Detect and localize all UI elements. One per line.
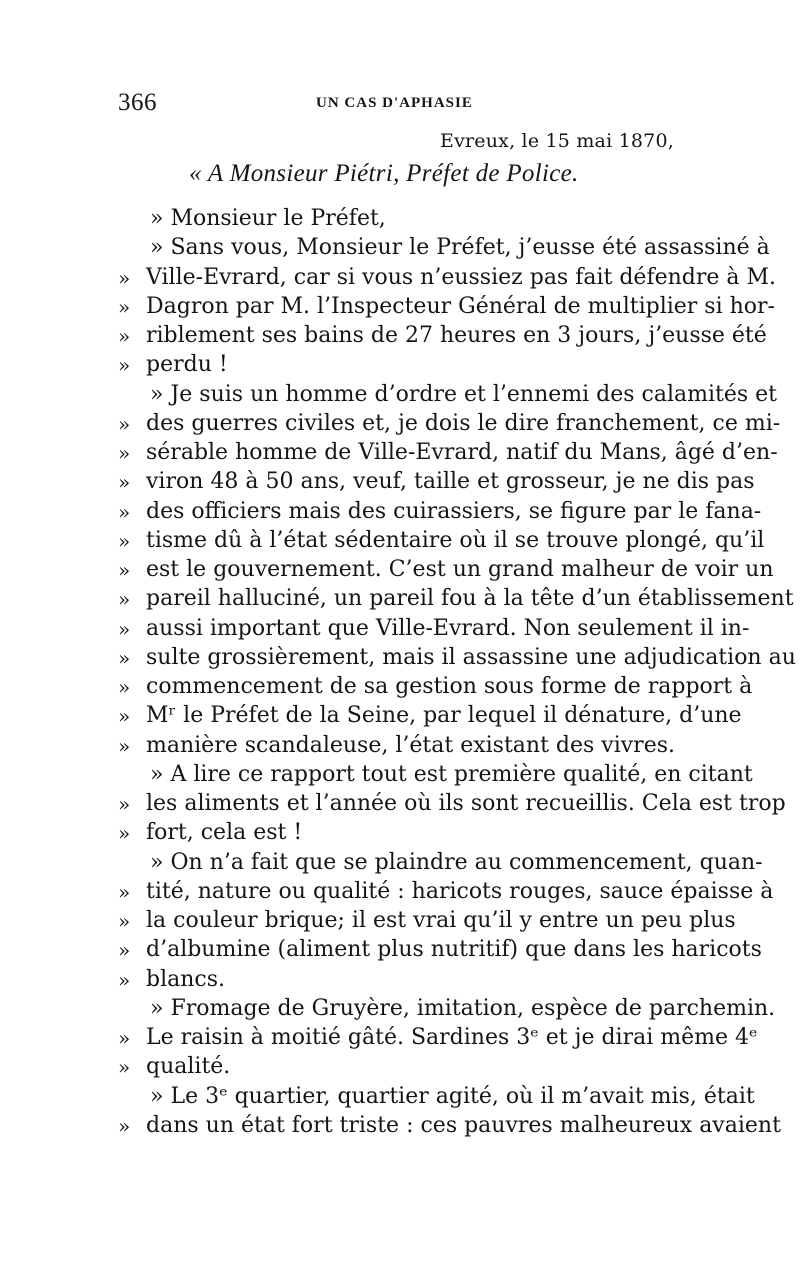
- text-line: qualité.: [146, 1054, 231, 1079]
- page-header: [118, 89, 678, 119]
- text-line: tisme dû à l’état sédentaire où il se trouve plongé, qu’il: [146, 528, 765, 553]
- margin-guillemet: »: [118, 938, 131, 962]
- page-number: 366: [118, 89, 157, 116]
- text-line: est le gouvernement. C’est un grand malheur de voir un: [146, 557, 774, 582]
- text-line: fort, cela est !: [146, 820, 303, 845]
- margin-guillemet: »: [118, 587, 131, 611]
- margin-guillemet: »: [118, 412, 131, 436]
- text-line: commencement de sa gestion sous forme de rapport à: [146, 674, 753, 699]
- text-line: » Le 3ᵉ quartier, quartier agité, où il m’avait mis, était: [150, 1084, 755, 1109]
- text-line: perdu !: [146, 352, 228, 377]
- margin-guillemet: »: [118, 675, 131, 699]
- text-line: sérable homme de Ville-Evrard, natif du Mans, âgé d’en-: [146, 440, 778, 465]
- text-line: la couleur brique; il est vrai qu’il y entre un peu plus: [146, 908, 736, 933]
- text-line: Mʳ le Préfet de la Seine, par lequel il dénature, d’une: [146, 703, 742, 728]
- margin-guillemet: »: [118, 617, 131, 641]
- text-line: aussi important que Ville-Evrard. Non seulement il in-: [146, 616, 750, 641]
- margin-guillemet: »: [118, 529, 131, 553]
- text-line: Le raisin à moitié gâté. Sardines 3ᵉ et je dirai même 4ᵉ: [146, 1025, 758, 1050]
- margin-guillemet: »: [118, 646, 131, 670]
- margin-guillemet: »: [118, 266, 131, 290]
- margin-guillemet: »: [118, 734, 131, 758]
- text-line: » Fromage de Gruyère, imitation, espèce de parchemin.: [150, 996, 776, 1021]
- text-line: » Je suis un homme d’ordre et l’ennemi des calamités et: [150, 382, 778, 407]
- text-line: dans un état fort triste : ces pauvres malheureux avaient: [146, 1113, 781, 1138]
- margin-guillemet: »: [118, 821, 131, 845]
- margin-guillemet: »: [118, 968, 131, 992]
- text-line: Ville-Evrard, car si vous n’eussiez pas fait défendre à M.: [146, 265, 777, 290]
- margin-guillemet: »: [118, 909, 131, 933]
- margin-guillemet: »: [118, 1026, 131, 1050]
- margin-guillemet: »: [118, 1055, 131, 1079]
- text-line: pareil halluciné, un pareil fou à la tête d’un établissement: [146, 586, 794, 611]
- text-line: » Monsieur le Préfet,: [150, 206, 386, 231]
- letter-dateline: Evreux, le 15 mai 1870,: [440, 130, 674, 152]
- text-line: » Sans vous, Monsieur le Préfet, j’eusse été assassiné à: [150, 235, 770, 260]
- text-line: » A lire ce rapport tout est première qualité, en citant: [150, 762, 753, 787]
- text-line: sulte grossièrement, mais il assassine une adjudication au: [146, 645, 796, 670]
- text-line: Dagron par M. l’Inspecteur Général de multiplier si hor-: [146, 294, 775, 319]
- margin-guillemet: »: [118, 558, 131, 582]
- text-line: d’albumine (aliment plus nutritif) que dans les haricots: [146, 937, 762, 962]
- text-line: des officiers mais des cuirassiers, se figure par le fana-: [146, 499, 762, 524]
- margin-guillemet: »: [118, 1114, 131, 1138]
- text-line: tité, nature ou qualité : haricots rouges, sauce épaisse à: [146, 879, 774, 904]
- text-line: les aliments et l’année où ils sont recueillis. Cela est trop: [146, 791, 786, 816]
- text-line: blancs.: [146, 967, 226, 992]
- margin-guillemet: »: [118, 792, 131, 816]
- text-line: riblement ses bains de 27 heures en 3 jours, j’eusse été: [146, 323, 767, 348]
- text-line: viron 48 à 50 ans, veuf, taille et grosseur, je ne dis pas: [146, 469, 755, 494]
- running-title: UN CAS D'APHASIE: [316, 95, 473, 111]
- margin-guillemet: »: [118, 500, 131, 524]
- margin-guillemet: »: [118, 324, 131, 348]
- margin-guillemet: »: [118, 704, 131, 728]
- text-line: manière scandaleuse, l’état existant des vivres.: [146, 733, 675, 758]
- text-line: des guerres civiles et, je dois le dire franchement, ce mi-: [146, 411, 781, 436]
- margin-guillemet: »: [118, 353, 131, 377]
- margin-guillemet: »: [118, 441, 131, 465]
- letter-address: « A Monsieur Piétri, Préfet de Police.: [189, 160, 579, 187]
- margin-guillemet: »: [118, 880, 131, 904]
- margin-guillemet: »: [118, 470, 131, 494]
- margin-guillemet: »: [118, 295, 131, 319]
- text-line: » On n’a fait que se plaindre au commencement, quan-: [150, 850, 763, 875]
